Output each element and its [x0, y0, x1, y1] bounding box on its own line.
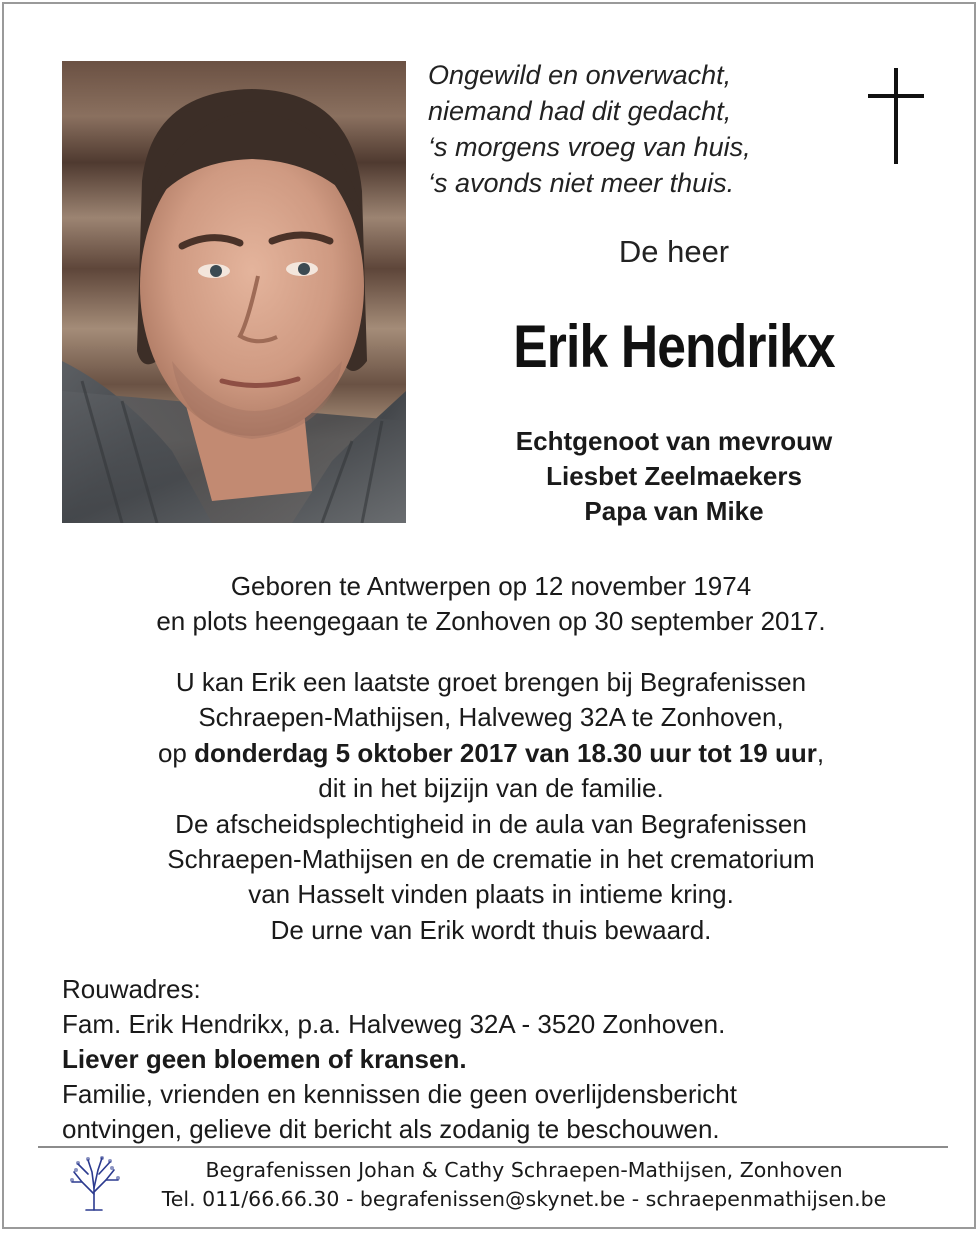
- visit-datetime: donderdag 5 oktober 2017 van 18.30 uur tot 19 uur: [194, 737, 817, 768]
- relation-line: Liesbet Zeelmaekers: [546, 461, 802, 491]
- notice-line: ontvingen, gelieve dit bericht als zodanig te beschouwen.: [62, 1114, 720, 1144]
- visit-line: Schraepen-Mathijsen, Halveweg 32A te Zonhoven,: [198, 702, 784, 733]
- funeral-home-footer: [124, 1156, 924, 1214]
- visit-suffix: ,: [816, 737, 825, 768]
- mourning-address-label: Rouwadres:: [62, 974, 201, 1004]
- poem-line: Ongewild en onverwacht,: [428, 60, 732, 90]
- footer-divider: [38, 1146, 948, 1148]
- death-line: en plots heengegaan te Zonhoven op 30 september 2017.: [156, 606, 826, 636]
- deceased-name: Erik Hendrikx: [513, 313, 835, 380]
- visit-line: van Hasselt vinden plaats in intieme kring.: [248, 879, 734, 910]
- visit-line: U kan Erik een laatste groet brengen bij Begrafenissen: [175, 667, 807, 697]
- poem: [428, 57, 848, 201]
- life-dates: [4, 569, 978, 639]
- funeral-home-contact: Tel. 011/66.66.30 - begrafenissen@skynet.be - schraepenmathijsen.be: [161, 1187, 887, 1211]
- visit-line: De urne van Erik wordt thuis bewaard.: [270, 914, 712, 945]
- visitation-block: [4, 665, 978, 948]
- poem-line: ‘s avonds niet meer thuis.: [428, 168, 735, 198]
- cross-icon: [868, 68, 926, 164]
- visit-line: dit in het bijzijn van de familie.: [318, 773, 664, 804]
- poem-line: niemand had dit gedacht,: [428, 96, 732, 126]
- portrait-photo: [62, 61, 406, 523]
- relations-block: [424, 424, 924, 529]
- visit-line: Schraepen-Mathijsen en de crematie in het crematorium: [167, 844, 815, 875]
- relation-line: Echtgenoot van mevrouw: [515, 426, 833, 456]
- visit-datetime-line: [4, 736, 978, 771]
- funeral-home-name: Begrafenissen Johan & Cathy Schraepen-Mathijsen, Zonhoven: [205, 1158, 843, 1182]
- contact-block: [62, 972, 942, 1147]
- tree-logo-icon: [66, 1154, 122, 1212]
- notice-line: Familie, vrienden en kennissen die geen overlijdensbericht: [62, 1079, 737, 1109]
- honorific-title: De heer: [618, 234, 730, 269]
- no-flowers-notice: Liever geen bloemen of kransen.: [62, 1044, 467, 1074]
- obituary-card: [2, 2, 976, 1229]
- relation-line: Papa van Mike: [584, 496, 764, 526]
- visit-prefix: op: [157, 737, 195, 768]
- birth-line: Geboren te Antwerpen op 12 november 1974: [230, 571, 752, 601]
- poem-line: ‘s morgens vroeg van huis,: [428, 132, 751, 162]
- visit-line: De afscheidsplechtigheid in de aula van Begrafenissen: [175, 808, 807, 839]
- mourning-address: Fam. Erik Hendrikx, p.a. Halveweg 32A - 3520 Zonhoven.: [62, 1009, 726, 1039]
